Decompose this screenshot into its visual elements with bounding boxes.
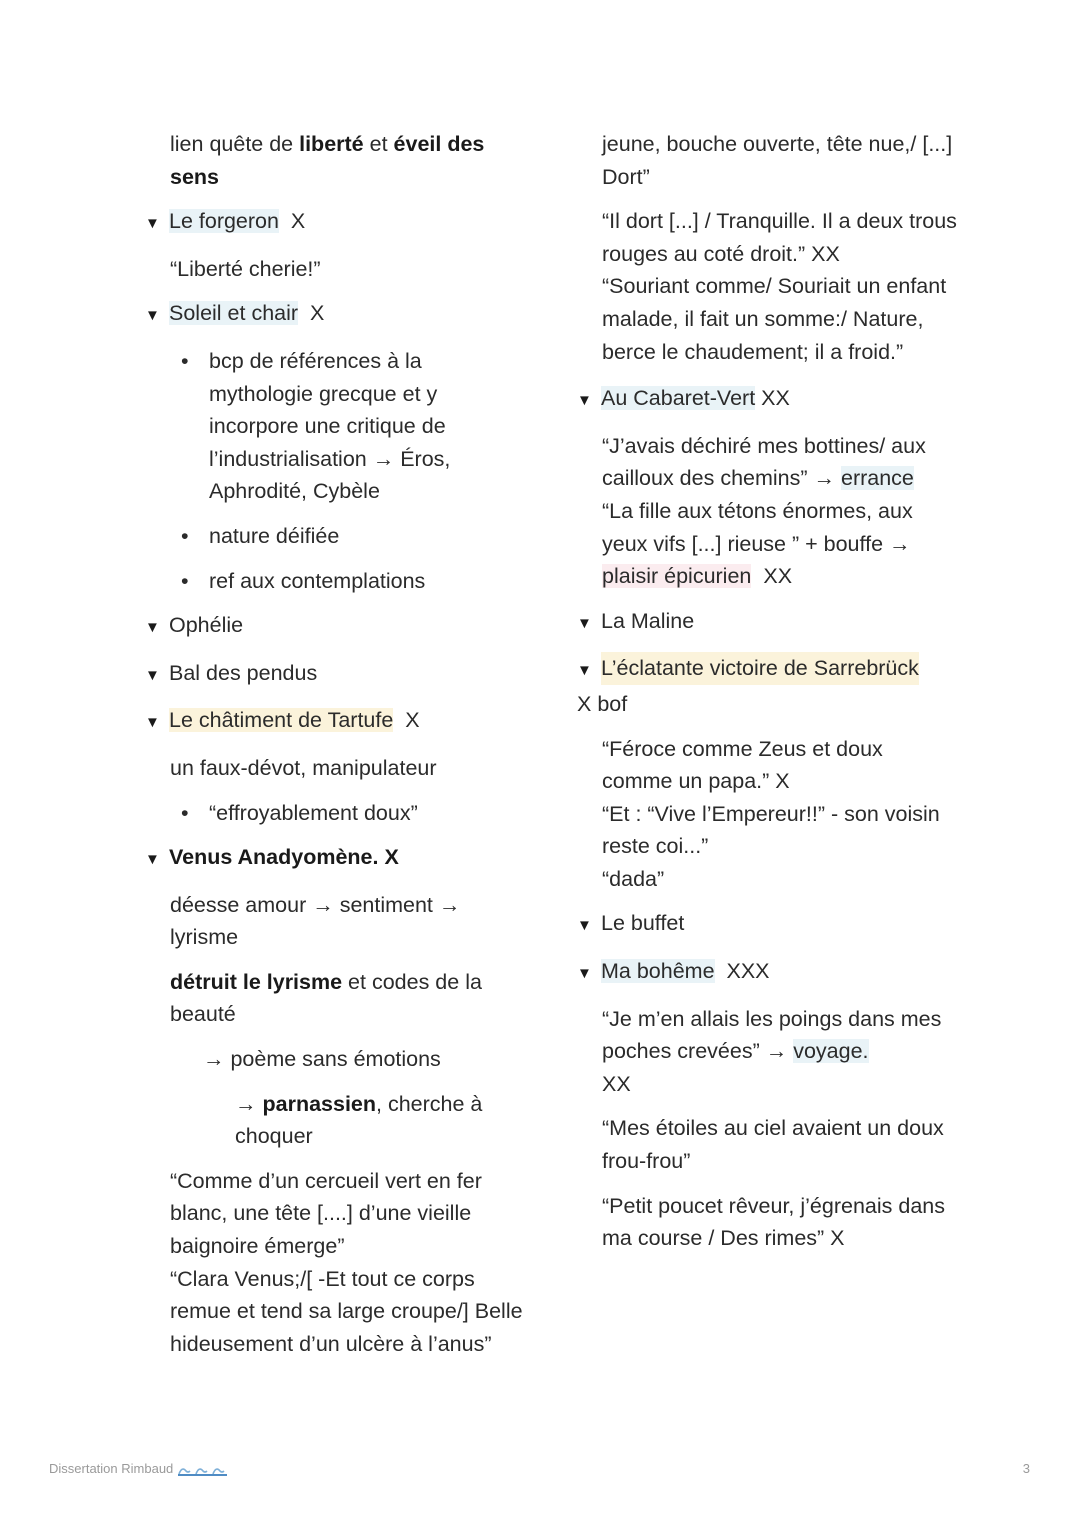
toggle-triangle-icon[interactable]: ▼ (145, 666, 160, 684)
toggle-le-forgeron[interactable] (145, 205, 525, 241)
rating-mark: X (405, 708, 420, 733)
bullet-item: • ref aux contemplations (145, 565, 525, 598)
bullet-icon: • (181, 348, 189, 373)
quote: “Clara Venus;/[ -Et tout ce corps remue et tend sa large croupe/] Belle hideusement d’un ulcère à l’anus” (170, 1266, 523, 1356)
intro-text: lien quête de liberté et éveil des sens (170, 132, 485, 189)
toggle-title: Au Cabaret-Vert (601, 386, 756, 411)
quote: “Liberté cherie!” (170, 256, 321, 281)
toggle-bal-des-pendus[interactable] (145, 657, 525, 693)
toggle-triangle-icon[interactable]: ▼ (577, 392, 592, 410)
toggle-triangle-icon[interactable]: ▼ (145, 215, 160, 233)
toggle-triangle-icon[interactable]: ▼ (145, 851, 160, 869)
left-column (145, 128, 525, 1360)
toggle-ma-boheme[interactable] (577, 955, 957, 991)
quote: jeune, bouche ouverte, tête nue,/ [...] Dort” (602, 132, 953, 189)
wave-emoji-icon (177, 1463, 229, 1477)
quote: “Féroce comme Zeus et doux comme un papa.” X (602, 736, 883, 794)
bullet-item: • bcp de références à la mythologie grecque et y incorpore une critique de l’industrialisation → Éros, Aphrodité, Cybèle (145, 345, 525, 508)
toggle-title: Le buffet (601, 911, 685, 936)
toggle-title: Le châtiment de Tartufe (169, 708, 394, 733)
rating-mark: X (310, 301, 325, 326)
toggle-title: Bal des pendus (169, 660, 318, 685)
toggle-title: Ophélie (169, 613, 244, 638)
note-text: un faux-dévot, manipulateur (170, 755, 437, 780)
toggle-title: L’éclatante victoire de Sarrebrück (601, 652, 919, 685)
quote: “J’avais déchiré mes bottines/ aux cailloux des chemins” → errance (602, 433, 926, 491)
toggle-le-buffet[interactable] (577, 907, 957, 943)
quote: “Petit poucet rêveur, j’égrenais dans ma course / Des rimes” X (602, 1193, 946, 1251)
bullet-item: • “effroyablement doux” (145, 797, 525, 830)
arrow-note: → poème sans émotions (203, 1047, 441, 1072)
toggle-triangle-icon[interactable]: ▼ (577, 965, 592, 983)
toggle-soleil-et-chair[interactable] (145, 297, 525, 333)
rating-mark: XXX (726, 959, 770, 984)
quote: “dada” (602, 866, 665, 891)
toggle-chatiment-de-tartufe[interactable] (145, 704, 525, 740)
quote: “Mes étoiles au ciel avaient un doux frou-frou” (602, 1116, 944, 1174)
quote: “Souriant comme/ Souriait un enfant malade, il fait un somme:/ Nature, berce le chaudement; il a froid.” (602, 274, 947, 364)
rating-mark: X (290, 209, 306, 234)
toggle-triangle-icon[interactable]: ▼ (577, 917, 592, 935)
page-number: 3 (1022, 1461, 1030, 1476)
toggle-title: Le forgeron (169, 209, 279, 234)
bullet-icon: • (181, 523, 189, 548)
toggle-triangle-icon[interactable]: ▼ (145, 714, 160, 732)
quote: “La fille aux tétons énormes, aux yeux vifs [...] rieuse ” + bouffe → plaisir épicurien XX (602, 498, 913, 589)
toggle-title: Soleil et chair (169, 301, 299, 326)
toggle-title: La Maline (601, 608, 695, 633)
bullet-icon: • (181, 800, 189, 825)
note-text: détruit le lyrisme et codes de la beauté (170, 969, 482, 1027)
toggle-la-maline[interactable] (577, 605, 957, 641)
arrow-note: → parnassien, cherche à choquer (235, 1091, 483, 1149)
toggle-title: Venus Anadyomène. X (169, 845, 399, 870)
toggle-triangle-icon[interactable]: ▼ (577, 614, 592, 632)
footer-doc-title: Dissertation Rimbaud (49, 1461, 229, 1477)
toggle-venus-anadyomene[interactable] (145, 841, 525, 877)
note-text: déesse amour → sentiment → lyrisme (170, 892, 461, 950)
toggle-ophelie[interactable] (145, 609, 525, 645)
bullet-item: • nature déifiée (145, 520, 525, 553)
toggle-title: Ma bohême (601, 959, 715, 984)
quote: “Comme d’un cercueil vert en fer blanc, une tête [....] d’une vieille baignoire émerge” (170, 1168, 482, 1259)
bullet-icon: • (181, 568, 189, 593)
rating-mark: X bof (577, 691, 628, 716)
quote: “Il dort [...] / Tranquille. Il a deux trous rouges au coté droit.” XX (602, 209, 957, 266)
toggle-triangle-icon[interactable]: ▼ (145, 307, 160, 325)
toggle-triangle-icon[interactable]: ▼ (145, 619, 160, 637)
toggle-au-cabaret-vert[interactable] (577, 382, 957, 418)
right-column (577, 128, 957, 1255)
rating-mark: XX (761, 386, 790, 411)
quote: “Et : “Vive l’Empereur!!” - son voisin reste coi...” (602, 801, 940, 859)
toggle-eclatante-victoire[interactable] (577, 652, 957, 688)
toggle-triangle-icon[interactable]: ▼ (577, 662, 592, 680)
quote: “Je m’en allais les poings dans mes poches crevées” → voyage. XX (602, 1006, 942, 1096)
